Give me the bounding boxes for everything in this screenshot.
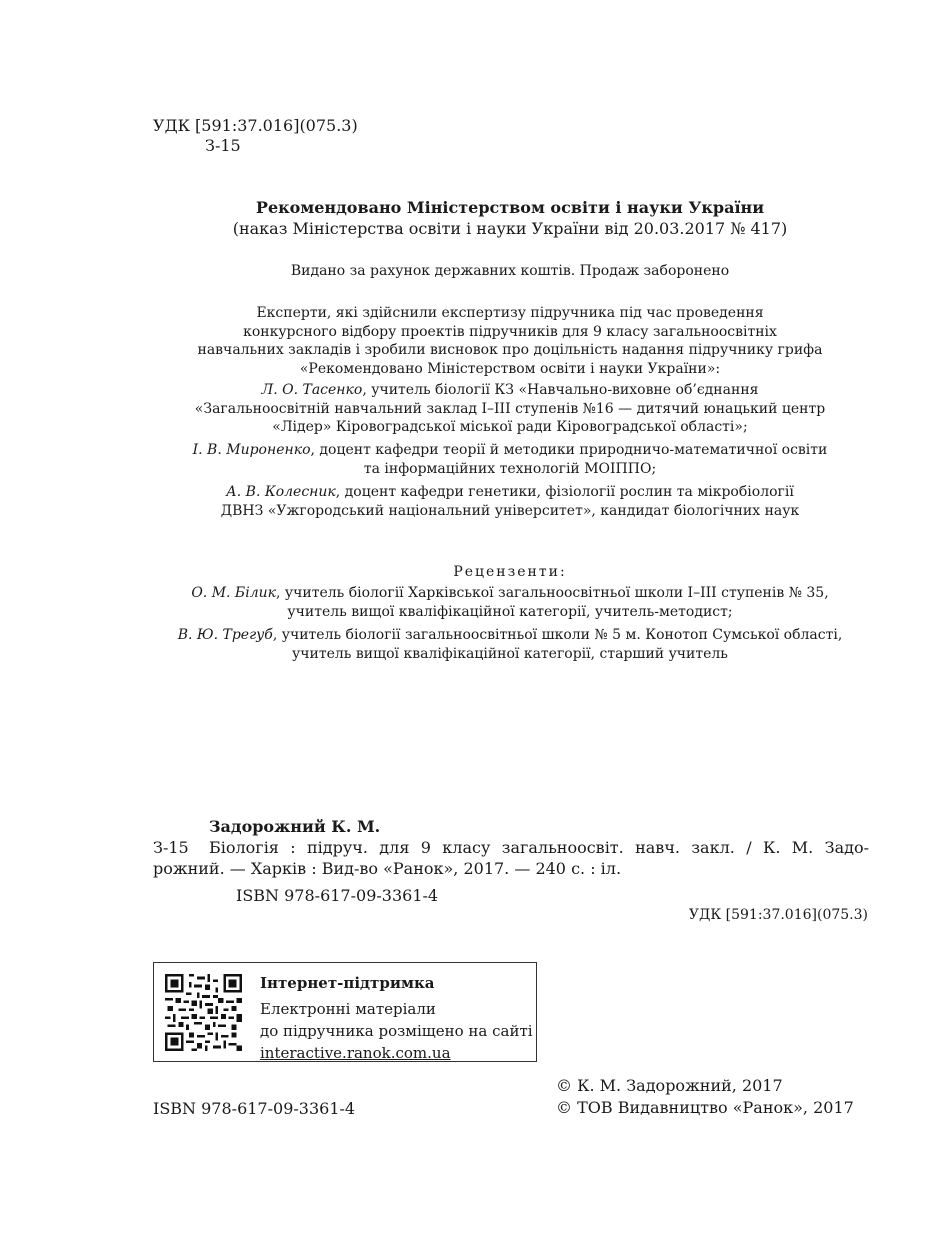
- expert-entry: [120, 381, 900, 437]
- expert-desc: , доцент кафедри теорії й методики природничо-математичної освіти: [310, 442, 828, 458]
- internet-support-link[interactable]: interactive.ranok.com.ua: [260, 1044, 451, 1062]
- funding-note: Видано за рахунок державних коштів. Продаж заборонено: [290, 263, 730, 279]
- copyright-author: © К. М. Задорожний, 2017: [556, 1076, 783, 1095]
- footer-isbn: ISBN 978-617-09-3361-4: [153, 1099, 356, 1118]
- bbk-index: З-15: [205, 136, 241, 155]
- reviewer-name: В. Ю. Трегуб: [177, 627, 273, 643]
- recommendation-title: Рекомендовано Міністерством освіти і науки України: [255, 198, 765, 217]
- expert-name: Л. О. Тасенко: [261, 382, 363, 398]
- internet-support-box: [153, 962, 537, 1062]
- expert-line: [120, 441, 900, 460]
- expert-name: А. В. Колесник: [226, 484, 336, 500]
- catalog-index: З-15: [153, 838, 189, 857]
- reviewers-heading: Рецензенти:: [453, 564, 567, 580]
- expert-entry: [120, 441, 900, 478]
- catalog-author: Задорожний К. М.: [209, 817, 381, 836]
- expert-desc: , доцент кафедри генетики, фізіології рослин та мікробіології: [335, 484, 794, 500]
- expert-line: «Лідер» Кіровоградської міської ради Кіровоградської області»;: [272, 419, 748, 435]
- expert-line: [120, 483, 900, 502]
- experts-intro-line: Експерти, які здійснили експертизу підручника під час проведення: [256, 305, 764, 321]
- experts-intro: [120, 304, 900, 378]
- reviewer-entry: [120, 584, 900, 621]
- experts-intro-line: конкурсного відбору проектів підручників для 9 класу загальноосвітніх: [243, 323, 777, 340]
- reviewer-line: учитель вищої кваліфікаційної категорії, старший учитель: [292, 645, 728, 662]
- reviewer-line: [120, 584, 900, 603]
- internet-support-line: Електронні матеріали: [260, 1000, 436, 1018]
- copyright-publisher: © ТОВ Видавництво «Ранок», 2017: [556, 1098, 854, 1117]
- internet-support-text: [260, 972, 533, 1064]
- reviewer-line: учитель вищої кваліфікаційної категорії, учитель-методист;: [287, 603, 733, 620]
- reviewer-entry: [120, 626, 900, 663]
- catalog-udk: УДК [591:37.016](075.3): [688, 907, 868, 923]
- reviewer-desc: , учитель біології Харківської загальноосвітньої школи І–ІІІ ступенів № 35,: [275, 585, 829, 601]
- expert-desc: , учитель біології КЗ «Навчально-виховне об’єднання: [362, 382, 759, 398]
- recommendation-order: (наказ Міністерства освіти і науки України від 20.03.2017 № 417): [232, 219, 788, 238]
- reviewer-name: О. М. Білик: [191, 585, 276, 601]
- catalog-desc-line1: Біологія : підруч. для 9 класу загальноосвіт. навч. закл. / К. М. Задо-: [209, 838, 869, 857]
- expert-entry: [120, 483, 900, 520]
- catalog-desc-line2: рожний. — Харків : Вид-во «Ранок», 2017. — 240 с. : іл.: [153, 859, 622, 878]
- reviewer-desc: , учитель біології загальноосвітньої школи № 5 м. Конотоп Сумської області,: [272, 627, 843, 643]
- expert-line: «Загальноосвітній навчальний заклад І–ІІІ ступенів №16 — дитячий юнацький центр: [194, 400, 826, 417]
- expert-line: ДВНЗ «Ужгородський національний університет», кандидат біологічних наук: [220, 502, 800, 519]
- experts-intro-line: навчальних закладів і зробили висновок про доцільність надання підручнику грифа: [197, 342, 823, 358]
- expert-line: [120, 381, 900, 400]
- internet-support-title: Інтернет-підтримка: [260, 974, 435, 992]
- reviewer-line: [120, 626, 900, 645]
- expert-name: І. В. Мироненко: [192, 442, 311, 458]
- internet-support-line: до підручника розміщено на сайті: [260, 1022, 533, 1040]
- qr-code-icon: [165, 974, 242, 1051]
- udk-header: УДК [591:37.016](075.3): [153, 116, 358, 135]
- experts-intro-line: «Рекомендовано Міністерством освіти і науки України»:: [299, 360, 721, 377]
- catalog-isbn: ISBN 978-617-09-3361-4: [236, 886, 439, 905]
- expert-line: та інформаційних технологій МОІППО;: [363, 460, 657, 477]
